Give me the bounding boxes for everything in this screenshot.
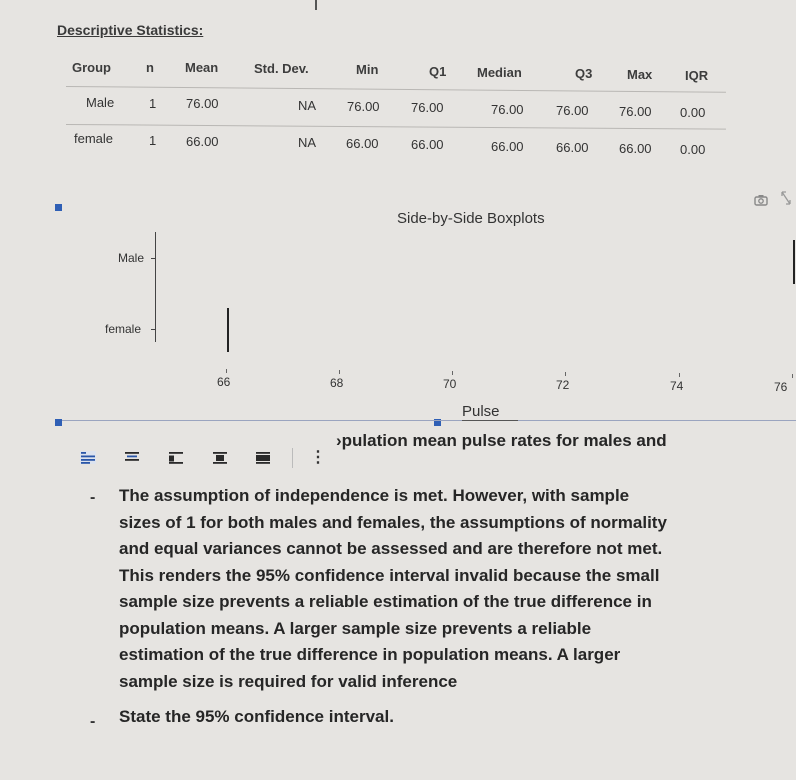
more-options-icon[interactable]: ⋮ [310,449,326,466]
image-frame-edge [315,0,317,10]
col-header-min: Min [356,62,379,77]
table-cell: 1 [149,96,157,111]
answer-line: sample size prevents a reliable estimation of the true difference in [119,592,652,611]
bullet-marker: - [90,713,96,730]
question-fragment: ›pulation mean pulse rates for males and [336,431,667,450]
answer-paragraph[interactable] [119,483,667,695]
table-cell: 76.00 [619,104,652,119]
x-tick-label: 66 [217,375,231,389]
answer-line: and equal variances cannot be assessed and are therefore not met. [119,539,663,558]
x-tick-label: 72 [556,378,570,392]
x-tick-label: 76 [774,380,788,394]
table-cell: 76.00 [491,102,524,117]
col-header-q1: Q1 [429,64,447,79]
x-tick [679,373,680,377]
x-tick-label: 68 [330,376,344,390]
toolbar-divider [292,448,293,468]
table-cell: 76.00 [347,99,380,114]
y-tick [151,258,156,259]
table-cell: 66.00 [619,141,652,156]
resize-handle[interactable] [55,419,62,426]
chart-title: Side-by-Side Boxplots [397,210,545,227]
col-header-median: Median [477,65,522,80]
table-cell: 76.00 [556,103,589,118]
table-cell: 66.00 [186,134,219,149]
col-header-q3: Q3 [575,66,593,81]
table-cell: female [74,131,114,146]
align-right-icon[interactable] [166,447,186,467]
x-tick [792,374,793,378]
image-frame-border [62,420,796,421]
y-tick [151,329,156,330]
bullet-marker: - [90,489,96,506]
align-center-icon[interactable] [122,447,142,467]
table-cell: NA [298,135,317,150]
table-cell: 76.00 [411,100,444,115]
x-tick [565,372,566,376]
x-axis-label-underline [462,420,518,421]
boxplot-mark [227,308,229,352]
answer-line: This renders the 95% confidence interval invalid because the small [119,565,660,585]
table-cell: Male [86,95,115,110]
stats-title: Descriptive Statistics: [57,22,204,38]
x-tick [452,371,453,375]
table-cell: 0.00 [680,105,706,120]
x-tick [339,370,340,374]
x-tick [226,369,227,373]
y-axis-line [155,232,156,342]
table-cell: 66.00 [556,140,589,155]
col-header-group: Group [72,60,111,75]
table-row-divider [66,124,726,130]
resize-handle[interactable] [55,204,62,211]
align-left-icon[interactable] [78,447,98,467]
category-label-female: female [105,322,142,336]
table-cell: 0.00 [680,142,706,157]
next-prompt: State the 95% confidence interval. [119,707,394,726]
align-justify-icon[interactable] [210,447,230,467]
table-header-divider [66,86,726,93]
table-cell: NA [298,98,317,113]
table-cell: 66.00 [346,136,379,151]
boxplot-mark [793,240,795,284]
col-header-mean: Mean [185,60,219,75]
table-cell: 76.00 [186,96,219,111]
answer-line: sample size is required for valid inference [119,671,458,691]
align-full-icon[interactable] [253,447,273,467]
answer-line: sizes of 1 for both males and females, the assumptions of normality [119,512,667,532]
expand-icon[interactable] [778,190,794,211]
col-header-n: n [146,60,154,75]
table-cell: 1 [149,133,157,148]
answer-line: The assumption of independence is met. However, with sample [119,486,630,505]
col-header-iqr: IQR [685,68,709,83]
answer-line: estimation of the true difference in population means. A larger [119,645,621,664]
col-header-std-dev: Std. Dev. [254,61,309,76]
x-axis-label: Pulse [462,403,500,420]
col-header-max: Max [627,67,653,82]
x-tick-label: 74 [670,379,684,393]
category-label-male: Male [118,251,145,265]
answer-line: population means. A larger sample size prevents a reliable [119,618,592,638]
table-cell: 66.00 [491,139,524,154]
x-tick-label: 70 [443,377,457,391]
camera-icon[interactable] [754,193,768,211]
table-cell: 66.00 [411,137,444,152]
